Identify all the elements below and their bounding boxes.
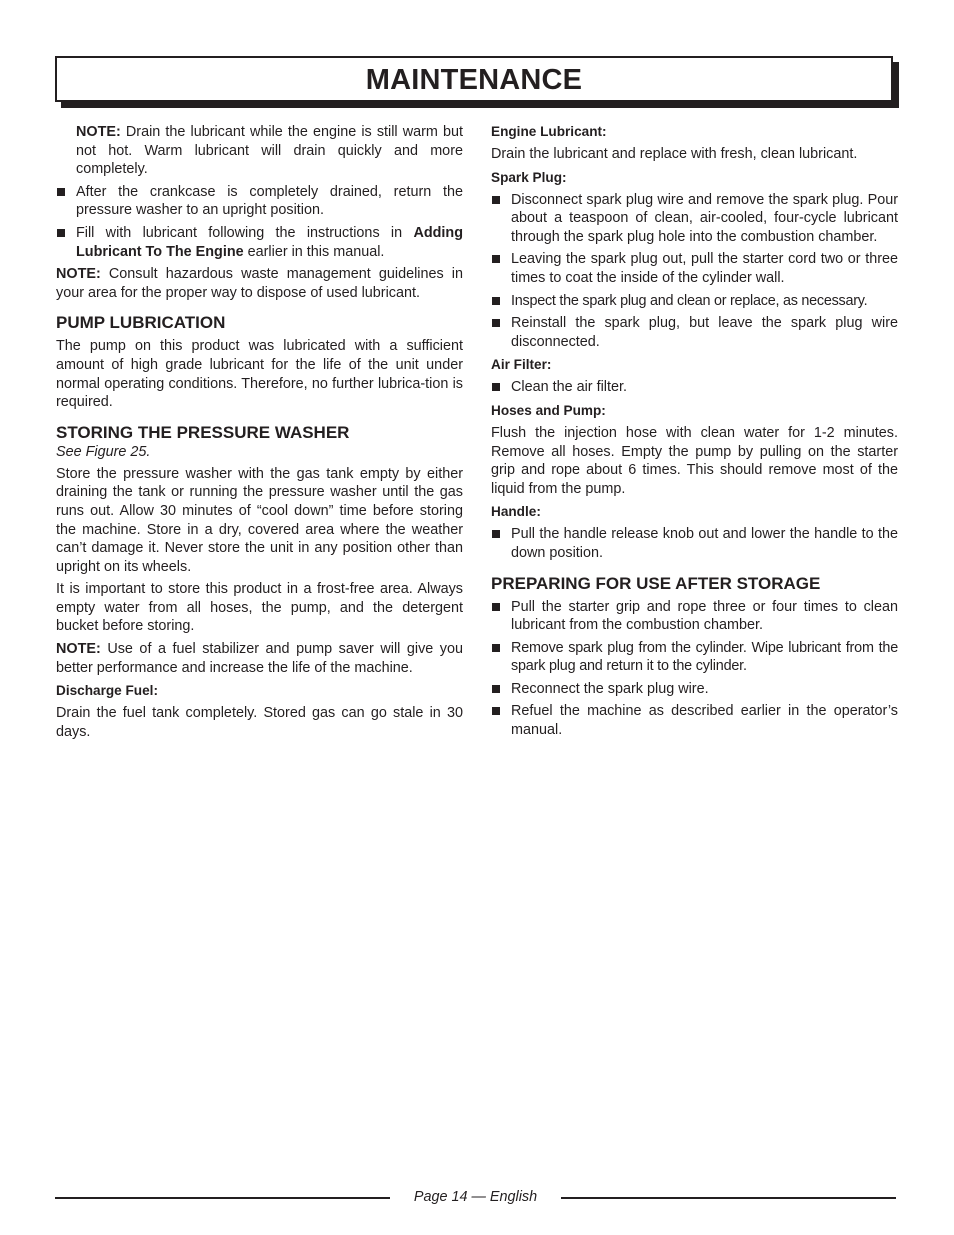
pump-lubrication-text: The pump on this product was lubricated with a sufficient amount of high grade lubricant for the life of the unit under normal operating conditions. Therefore, no further lubrica-tion is required. bbox=[56, 338, 463, 411]
air-filter-list bbox=[491, 378, 898, 397]
spark-plug-heading: Spark Plug: bbox=[491, 169, 567, 185]
list-item bbox=[491, 314, 898, 351]
list-item-text: Leaving the spark plug out, pull the starter cord two or three times to coat the inside of the cylinder wall. bbox=[511, 251, 898, 286]
header-box bbox=[55, 56, 893, 102]
list-item bbox=[491, 680, 898, 699]
square-bullet-icon bbox=[492, 297, 500, 305]
footer-rule-left bbox=[55, 1197, 390, 1199]
square-bullet-icon bbox=[57, 229, 65, 237]
list-item bbox=[491, 378, 898, 397]
list-item-text: Refuel the machine as described earlier in the operator’s manual. bbox=[511, 703, 898, 739]
page-number: Page 14 — English bbox=[413, 1189, 538, 1205]
engine-lubricant-text: Drain the lubricant and replace with fresh, clean lubricant. bbox=[491, 146, 858, 162]
square-bullet-icon bbox=[492, 196, 500, 204]
list-item bbox=[491, 702, 898, 739]
list-item-text: Disconnect spark plug wire and remove the spark plug. Pour about a teaspoon of clean, air-cooled, four-cycle lubricant through the spark plug hole into the combustion chamber. bbox=[511, 191, 898, 245]
square-bullet-icon bbox=[492, 383, 500, 391]
list-item bbox=[491, 292, 898, 311]
square-bullet-icon bbox=[492, 707, 500, 715]
list-item bbox=[56, 183, 463, 220]
cross-reference: Adding Lubricant To The Engine bbox=[76, 224, 463, 260]
note-text: Use of a fuel stabilizer and pump saver will give you better performance and increase the life of the machine. bbox=[56, 641, 463, 676]
preparing-heading: PREPARING FOR USE AFTER STORAGE bbox=[491, 573, 821, 593]
left-column bbox=[56, 123, 463, 745]
list-item-text: Remove spark plug from the cylinder. Wipe lubricant from the spark plug and return it to the cylinder. bbox=[511, 639, 898, 675]
square-bullet-icon bbox=[492, 685, 500, 693]
list-item-text: After the crankcase is completely drained, return the pressure washer to an upright position. bbox=[76, 183, 463, 219]
square-bullet-icon bbox=[57, 188, 65, 196]
note-drain-warm bbox=[56, 123, 463, 179]
square-bullet-icon bbox=[492, 319, 500, 327]
square-bullet-icon bbox=[492, 603, 500, 611]
square-bullet-icon bbox=[492, 644, 500, 652]
handle-heading: Handle: bbox=[491, 504, 541, 520]
list-item bbox=[491, 525, 898, 562]
list-item bbox=[491, 250, 898, 287]
note-label: NOTE: bbox=[56, 641, 101, 658]
note-label: NOTE: bbox=[56, 266, 101, 283]
storing-heading: STORING THE PRESSURE WASHER bbox=[56, 422, 350, 442]
spark-plug-list bbox=[491, 191, 898, 352]
right-column bbox=[491, 123, 898, 744]
list-item-text: earlier in this manual. bbox=[243, 243, 385, 260]
note-label: NOTE: bbox=[76, 124, 121, 140]
note-text: Consult hazardous waste management guidelines in your area for the proper way to dispose of used lubricant. bbox=[56, 266, 463, 301]
list-item-text: Fill with lubricant following the instructions in bbox=[76, 224, 414, 241]
list-item bbox=[491, 639, 898, 676]
list-item-text: Clean the air filter. bbox=[511, 379, 627, 396]
list-item bbox=[56, 224, 463, 261]
note-text: Drain the lubricant while the engine is still warm but not hot. Warm lubricant will drain quickly and more completely. bbox=[76, 124, 463, 178]
list-item-text: Pull the starter grip and rope three or four times to clean lubricant from the combustion chamber. bbox=[511, 598, 898, 634]
preparing-list bbox=[491, 598, 898, 740]
note-waste-disposal bbox=[56, 265, 463, 302]
air-filter-heading: Air Filter: bbox=[491, 357, 552, 373]
note-fuel-stabilizer bbox=[56, 640, 463, 677]
list-item-text: Inspect the spark plug and clean or replace, as necessary. bbox=[511, 292, 868, 309]
handle-list bbox=[491, 525, 898, 562]
square-bullet-icon bbox=[492, 255, 500, 263]
discharge-fuel-heading: Discharge Fuel: bbox=[56, 683, 158, 699]
discharge-fuel-text: Drain the fuel tank completely. Stored gas can go stale in 30 days. bbox=[56, 705, 463, 740]
page-title: MAINTENANCE bbox=[365, 64, 583, 96]
list-item-text: Reinstall the spark plug, but leave the spark plug wire disconnected. bbox=[511, 315, 898, 350]
storing-paragraph-1: Store the pressure washer with the gas tank empty by either draining the tank or running the pressure washer until the gas runs out. Allow 30 minutes of “cool down” time before storing the machine. Store in a dry, covered area where the weather can’t damage it. Never store the unit in any position other than upright on its wheels. bbox=[56, 465, 463, 575]
pump-lubrication-heading: PUMP LUBRICATION bbox=[56, 313, 226, 333]
engine-lubricant-heading: Engine Lubricant: bbox=[491, 124, 607, 139]
drain-steps-list bbox=[56, 183, 463, 261]
list-item bbox=[491, 598, 898, 635]
list-item-text: Reconnect the spark plug wire. bbox=[511, 680, 709, 697]
hoses-pump-text: Flush the injection hose with clean water for 1-2 minutes. Remove all hoses. Empty the pump by pulling on the starter grip and rope about 6 times. This should remove most of the liquid from the pump. bbox=[491, 424, 898, 497]
figure-reference: See Figure 25. bbox=[56, 443, 151, 460]
square-bullet-icon bbox=[492, 530, 500, 538]
storing-paragraph-2: It is important to store this product in a frost-free area. Always empty water from all hoses, the pump, and the detergent bucket before storing. bbox=[56, 581, 463, 635]
hoses-pump-heading: Hoses and Pump: bbox=[491, 402, 606, 418]
footer-rule-right bbox=[561, 1197, 896, 1199]
list-item bbox=[491, 191, 898, 247]
list-item-text: Pull the handle release knob out and lower the handle to the down position. bbox=[511, 526, 898, 561]
